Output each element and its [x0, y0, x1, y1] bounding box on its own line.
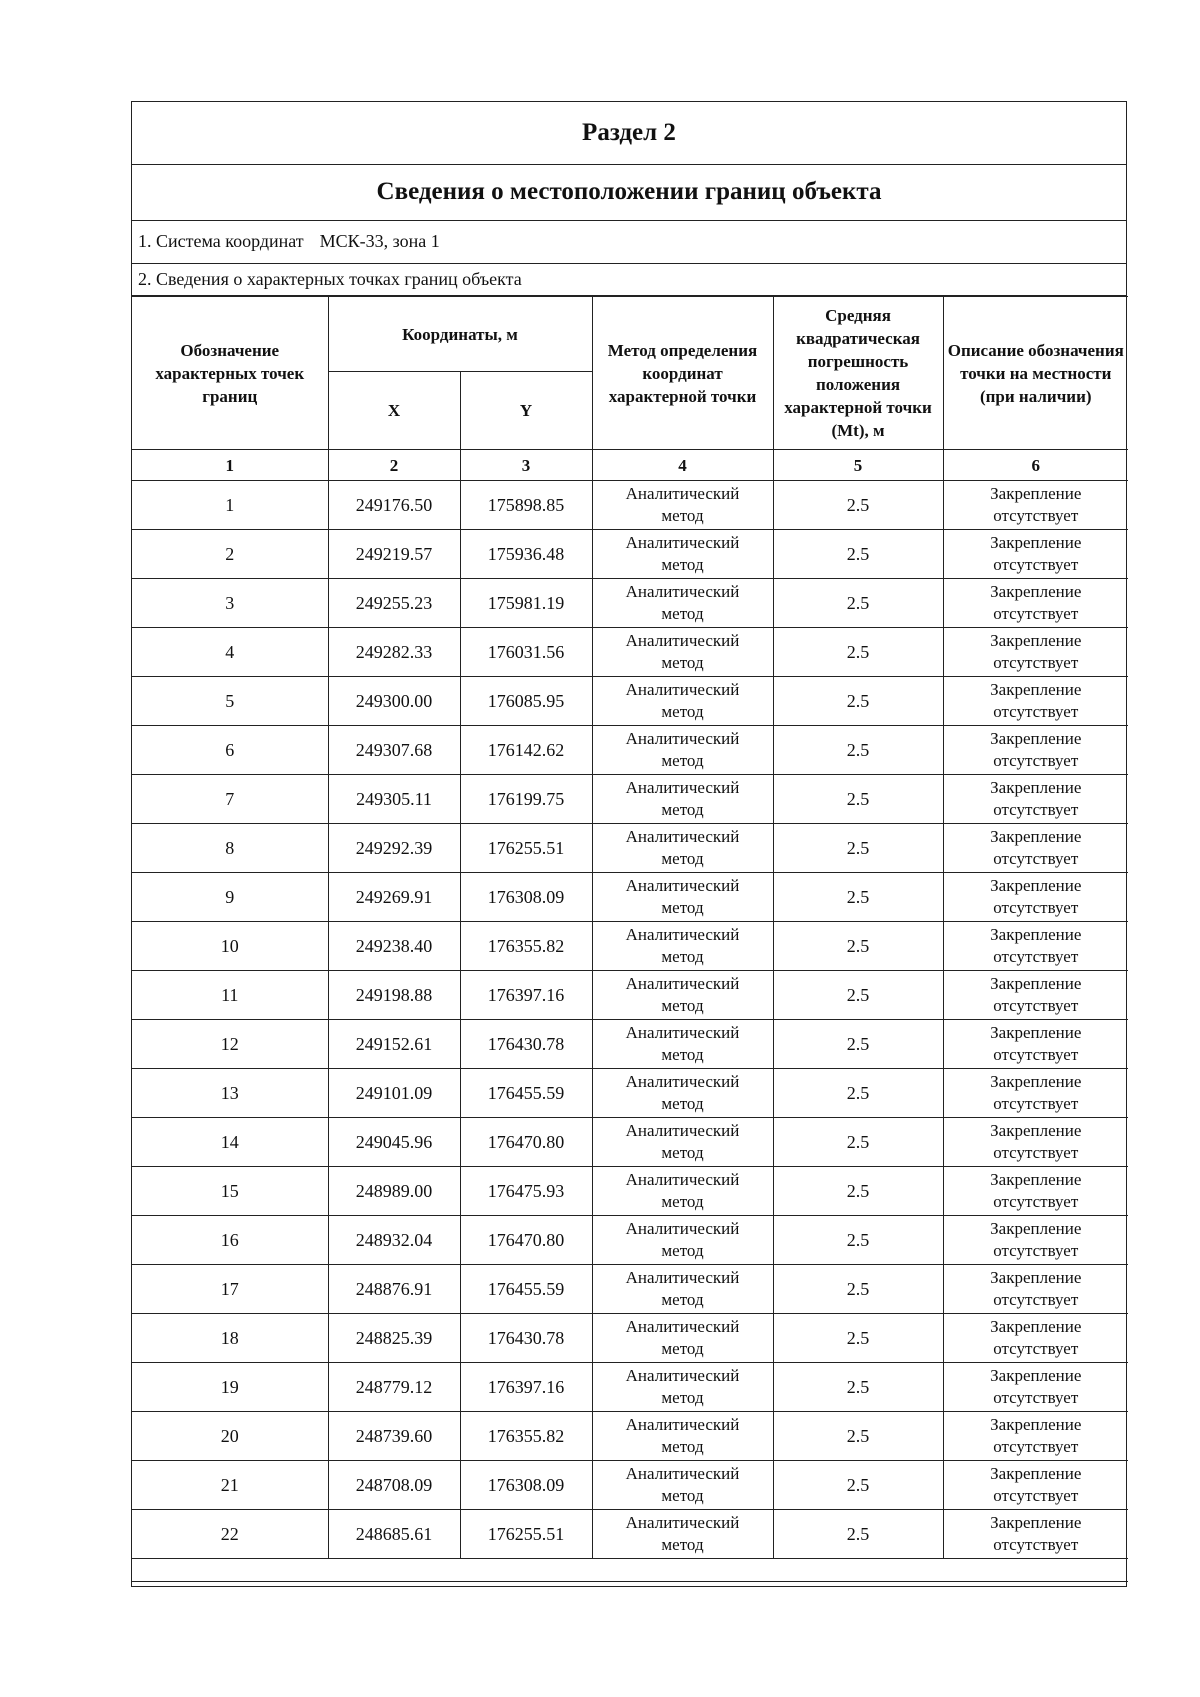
table-row — [132, 530, 1128, 579]
description-line-1: Закрепление — [990, 533, 1082, 552]
method-cell — [592, 922, 773, 971]
section-title: Раздел 2 — [132, 102, 1126, 165]
method-line-2: метод — [661, 1388, 704, 1407]
error-value: 2.5 — [773, 628, 943, 677]
error-value: 2.5 — [773, 873, 943, 922]
description-line-2: отсутствует — [993, 702, 1079, 721]
method-line-1: Аналитический — [625, 1219, 740, 1238]
description-line-2: отсутствует — [993, 1241, 1079, 1260]
method-line-1: Аналитический — [625, 1121, 740, 1140]
coord-y: 176430.78 — [460, 1020, 592, 1069]
description-cell — [943, 1216, 1128, 1265]
coord-y: 176470.80 — [460, 1118, 592, 1167]
method-line-2: метод — [661, 849, 704, 868]
description-cell — [943, 1363, 1128, 1412]
method-line-1: Аналитический — [625, 729, 740, 748]
coord-x: 248685.61 — [328, 1510, 460, 1559]
method-line-2: метод — [661, 1290, 704, 1309]
method-line-2: метод — [661, 555, 704, 574]
method-line-1: Аналитический — [625, 778, 740, 797]
error-value: 2.5 — [773, 677, 943, 726]
error-value: 2.5 — [773, 1020, 943, 1069]
method-cell — [592, 1020, 773, 1069]
method-line-2: метод — [661, 1535, 704, 1554]
method-line-2: метод — [661, 1241, 704, 1260]
section-frame — [131, 101, 1127, 1587]
error-value: 2.5 — [773, 726, 943, 775]
header-y: Y — [460, 372, 592, 450]
point-number: 19 — [132, 1363, 328, 1412]
header-method: Метод определения координат характерной точки — [592, 297, 773, 450]
point-number: 17 — [132, 1265, 328, 1314]
error-value: 2.5 — [773, 775, 943, 824]
method-line-2: метод — [661, 702, 704, 721]
table-row — [132, 1412, 1128, 1461]
method-cell — [592, 1314, 773, 1363]
description-line-2: отсутствует — [993, 996, 1079, 1015]
description-line-1: Закрепление — [990, 729, 1082, 748]
coord-y: 176031.56 — [460, 628, 592, 677]
coord-y: 176199.75 — [460, 775, 592, 824]
column-numbers-row — [132, 450, 1128, 481]
point-number: 13 — [132, 1069, 328, 1118]
description-line-1: Закрепление — [990, 1513, 1082, 1532]
description-cell — [943, 530, 1128, 579]
method-cell — [592, 481, 773, 530]
table-row — [132, 1167, 1128, 1216]
empty-cell — [132, 1559, 1128, 1582]
coord-system-label: 1. Система координат — [138, 231, 304, 251]
method-line-1: Аналитический — [625, 876, 740, 895]
description-line-1: Закрепление — [990, 827, 1082, 846]
method-line-1: Аналитический — [625, 1366, 740, 1385]
method-line-2: метод — [661, 1339, 704, 1358]
coord-x: 249305.11 — [328, 775, 460, 824]
table-row — [132, 971, 1128, 1020]
table-row — [132, 1118, 1128, 1167]
column-number: 5 — [773, 450, 943, 481]
method-cell — [592, 1265, 773, 1314]
table-row — [132, 1216, 1128, 1265]
error-value: 2.5 — [773, 481, 943, 530]
coord-x: 249300.00 — [328, 677, 460, 726]
header-x: X — [328, 372, 460, 450]
error-value: 2.5 — [773, 579, 943, 628]
description-cell — [943, 1167, 1128, 1216]
description-line-2: отсутствует — [993, 751, 1079, 770]
method-line-2: метод — [661, 506, 704, 525]
table-row — [132, 922, 1128, 971]
method-cell — [592, 628, 773, 677]
method-line-2: метод — [661, 604, 704, 623]
description-line-1: Закрепление — [990, 1268, 1082, 1287]
point-number: 14 — [132, 1118, 328, 1167]
table-row — [132, 1265, 1128, 1314]
description-line-2: отсутствует — [993, 1143, 1079, 1162]
method-cell — [592, 1069, 773, 1118]
point-number: 18 — [132, 1314, 328, 1363]
description-line-2: отсутствует — [993, 1486, 1079, 1505]
method-line-1: Аналитический — [625, 1072, 740, 1091]
table-row — [132, 1314, 1128, 1363]
description-line-1: Закрепление — [990, 1464, 1082, 1483]
description-cell — [943, 1510, 1128, 1559]
points-table — [132, 296, 1128, 1582]
description-line-2: отсутствует — [993, 506, 1079, 525]
coord-y: 176308.09 — [460, 1461, 592, 1510]
coord-y: 176255.51 — [460, 1510, 592, 1559]
point-number: 7 — [132, 775, 328, 824]
description-cell — [943, 922, 1128, 971]
description-line-2: отсутствует — [993, 898, 1079, 917]
table-row — [132, 1461, 1128, 1510]
coord-x: 248779.12 — [328, 1363, 460, 1412]
coord-y: 175981.19 — [460, 579, 592, 628]
error-value: 2.5 — [773, 1265, 943, 1314]
error-value: 2.5 — [773, 1314, 943, 1363]
coord-x: 249045.96 — [328, 1118, 460, 1167]
coord-y: 175936.48 — [460, 530, 592, 579]
point-number: 4 — [132, 628, 328, 677]
coord-x: 249219.57 — [328, 530, 460, 579]
point-number: 21 — [132, 1461, 328, 1510]
description-cell — [943, 1020, 1128, 1069]
coord-x: 249176.50 — [328, 481, 460, 530]
header-designation: Обозначение характерных точек границ — [132, 297, 328, 450]
description-cell — [943, 1118, 1128, 1167]
method-line-1: Аналитический — [625, 1464, 740, 1483]
coord-x: 249292.39 — [328, 824, 460, 873]
points-caption: 2. Сведения о характерных точках границ объекта — [132, 264, 1126, 296]
method-line-1: Аналитический — [625, 680, 740, 699]
method-cell — [592, 775, 773, 824]
coord-x: 249101.09 — [328, 1069, 460, 1118]
method-line-2: метод — [661, 996, 704, 1015]
description-line-2: отсутствует — [993, 1045, 1079, 1064]
point-number: 8 — [132, 824, 328, 873]
coord-x: 249282.33 — [328, 628, 460, 677]
method-line-1: Аналитический — [625, 1513, 740, 1532]
method-line-2: метод — [661, 653, 704, 672]
description-cell — [943, 971, 1128, 1020]
description-line-1: Закрепление — [990, 680, 1082, 699]
description-cell — [943, 481, 1128, 530]
error-value: 2.5 — [773, 1216, 943, 1265]
table-row — [132, 873, 1128, 922]
coord-y: 176085.95 — [460, 677, 592, 726]
method-line-2: метод — [661, 898, 704, 917]
method-cell — [592, 726, 773, 775]
description-line-2: отсутствует — [993, 1290, 1079, 1309]
description-line-2: отсутствует — [993, 1388, 1079, 1407]
coord-x: 249307.68 — [328, 726, 460, 775]
point-number: 10 — [132, 922, 328, 971]
method-line-1: Аналитический — [625, 582, 740, 601]
error-value: 2.5 — [773, 1412, 943, 1461]
description-line-1: Закрепление — [990, 1170, 1082, 1189]
method-line-1: Аналитический — [625, 1170, 740, 1189]
point-number: 2 — [132, 530, 328, 579]
description-line-2: отсутствует — [993, 1437, 1079, 1456]
coord-y: 176470.80 — [460, 1216, 592, 1265]
table-row — [132, 677, 1128, 726]
method-cell — [592, 1510, 773, 1559]
description-line-2: отсутствует — [993, 1535, 1079, 1554]
section-subtitle: Сведения о местоположении границ объекта — [132, 164, 1126, 221]
point-number: 11 — [132, 971, 328, 1020]
method-cell — [592, 1118, 773, 1167]
coord-x: 248708.09 — [328, 1461, 460, 1510]
coord-x: 248876.91 — [328, 1265, 460, 1314]
method-cell — [592, 824, 773, 873]
description-cell — [943, 1412, 1128, 1461]
method-line-1: Аналитический — [625, 484, 740, 503]
column-number: 2 — [328, 450, 460, 481]
table-row — [132, 726, 1128, 775]
method-line-1: Аналитический — [625, 974, 740, 993]
method-line-2: метод — [661, 1094, 704, 1113]
description-cell — [943, 1265, 1128, 1314]
description-cell — [943, 726, 1128, 775]
coord-y: 176455.59 — [460, 1265, 592, 1314]
point-number: 12 — [132, 1020, 328, 1069]
description-line-1: Закрепление — [990, 484, 1082, 503]
header-coordinates: Координаты, м — [328, 297, 592, 372]
error-value: 2.5 — [773, 824, 943, 873]
coord-y: 176355.82 — [460, 922, 592, 971]
column-number: 3 — [460, 450, 592, 481]
table-row — [132, 1363, 1128, 1412]
table-row — [132, 1020, 1128, 1069]
coord-y: 176430.78 — [460, 1314, 592, 1363]
description-line-1: Закрепление — [990, 631, 1082, 650]
description-line-1: Закрепление — [990, 876, 1082, 895]
column-number: 6 — [943, 450, 1128, 481]
description-line-1: Закрепление — [990, 1415, 1082, 1434]
coord-x: 249269.91 — [328, 873, 460, 922]
method-line-2: метод — [661, 1143, 704, 1162]
method-cell — [592, 873, 773, 922]
method-line-2: метод — [661, 1486, 704, 1505]
coord-x: 248739.60 — [328, 1412, 460, 1461]
coord-y: 176142.62 — [460, 726, 592, 775]
table-row — [132, 1510, 1128, 1559]
method-line-1: Аналитический — [625, 827, 740, 846]
method-line-2: метод — [661, 800, 704, 819]
description-line-1: Закрепление — [990, 1023, 1082, 1042]
header-error: Средняя квадратическая погрешность положения характерной точки (Mt), м — [773, 297, 943, 450]
description-line-1: Закрепление — [990, 1121, 1082, 1140]
coord-y: 176255.51 — [460, 824, 592, 873]
description-line-1: Закрепление — [990, 974, 1082, 993]
method-line-2: метод — [661, 1045, 704, 1064]
coord-system-value: МСК-33, зона 1 — [319, 231, 440, 251]
coord-x: 248932.04 — [328, 1216, 460, 1265]
point-number: 16 — [132, 1216, 328, 1265]
coord-x: 248825.39 — [328, 1314, 460, 1363]
description-line-2: отсутствует — [993, 1192, 1079, 1211]
description-line-1: Закрепление — [990, 1317, 1082, 1336]
description-line-1: Закрепление — [990, 1366, 1082, 1385]
description-line-2: отсутствует — [993, 800, 1079, 819]
table-row — [132, 775, 1128, 824]
coord-x: 249152.61 — [328, 1020, 460, 1069]
table-row — [132, 1069, 1128, 1118]
method-line-1: Аналитический — [625, 533, 740, 552]
column-number: 4 — [592, 450, 773, 481]
method-line-1: Аналитический — [625, 1317, 740, 1336]
point-number: 1 — [132, 481, 328, 530]
description-line-2: отсутствует — [993, 1339, 1079, 1358]
method-line-2: метод — [661, 1437, 704, 1456]
method-line-1: Аналитический — [625, 1415, 740, 1434]
coord-y: 176308.09 — [460, 873, 592, 922]
method-line-2: метод — [661, 1192, 704, 1211]
error-value: 2.5 — [773, 530, 943, 579]
description-cell — [943, 873, 1128, 922]
coord-x: 248989.00 — [328, 1167, 460, 1216]
error-value: 2.5 — [773, 1363, 943, 1412]
coord-x: 249198.88 — [328, 971, 460, 1020]
method-cell — [592, 579, 773, 628]
empty-row — [132, 1559, 1128, 1582]
column-number: 1 — [132, 450, 328, 481]
coord-y: 176397.16 — [460, 1363, 592, 1412]
description-cell — [943, 677, 1128, 726]
method-cell — [592, 1363, 773, 1412]
coord-y: 176397.16 — [460, 971, 592, 1020]
method-line-2: метод — [661, 751, 704, 770]
method-cell — [592, 1412, 773, 1461]
description-line-2: отсутствует — [993, 555, 1079, 574]
point-number: 6 — [132, 726, 328, 775]
points-table-body — [132, 481, 1128, 1582]
error-value: 2.5 — [773, 971, 943, 1020]
table-row — [132, 628, 1128, 677]
error-value: 2.5 — [773, 1069, 943, 1118]
description-line-1: Закрепление — [990, 1219, 1082, 1238]
error-value: 2.5 — [773, 1510, 943, 1559]
method-cell — [592, 1461, 773, 1510]
coord-system-line — [132, 220, 1126, 264]
table-row — [132, 824, 1128, 873]
error-value: 2.5 — [773, 1118, 943, 1167]
method-line-2: метод — [661, 947, 704, 966]
coord-x: 249238.40 — [328, 922, 460, 971]
description-cell — [943, 1314, 1128, 1363]
method-line-1: Аналитический — [625, 1268, 740, 1287]
error-value: 2.5 — [773, 1461, 943, 1510]
point-number: 9 — [132, 873, 328, 922]
description-line-2: отсутствует — [993, 1094, 1079, 1113]
description-cell — [943, 824, 1128, 873]
description-line-1: Закрепление — [990, 1072, 1082, 1091]
header-description: Описание обозначения точки на местности (при наличии) — [943, 297, 1128, 450]
point-number: 15 — [132, 1167, 328, 1216]
coord-x: 249255.23 — [328, 579, 460, 628]
error-value: 2.5 — [773, 1167, 943, 1216]
error-value: 2.5 — [773, 922, 943, 971]
method-cell — [592, 1167, 773, 1216]
coord-y: 176455.59 — [460, 1069, 592, 1118]
point-number: 5 — [132, 677, 328, 726]
point-number: 20 — [132, 1412, 328, 1461]
description-line-2: отсутствует — [993, 849, 1079, 868]
point-number: 22 — [132, 1510, 328, 1559]
table-row — [132, 481, 1128, 530]
description-line-1: Закрепление — [990, 925, 1082, 944]
description-line-2: отсутствует — [993, 947, 1079, 966]
description-cell — [943, 1461, 1128, 1510]
method-line-1: Аналитический — [625, 925, 740, 944]
description-cell — [943, 628, 1128, 677]
description-cell — [943, 775, 1128, 824]
description-line-1: Закрепление — [990, 582, 1082, 601]
description-line-2: отсутствует — [993, 653, 1079, 672]
description-line-2: отсутствует — [993, 604, 1079, 623]
coord-y: 176355.82 — [460, 1412, 592, 1461]
method-line-1: Аналитический — [625, 1023, 740, 1042]
description-cell — [943, 1069, 1128, 1118]
description-cell — [943, 579, 1128, 628]
method-cell — [592, 971, 773, 1020]
method-cell — [592, 530, 773, 579]
coord-y: 176475.93 — [460, 1167, 592, 1216]
point-number: 3 — [132, 579, 328, 628]
method-cell — [592, 677, 773, 726]
coord-y: 175898.85 — [460, 481, 592, 530]
method-cell — [592, 1216, 773, 1265]
method-line-1: Аналитический — [625, 631, 740, 650]
table-row — [132, 579, 1128, 628]
description-line-1: Закрепление — [990, 778, 1082, 797]
